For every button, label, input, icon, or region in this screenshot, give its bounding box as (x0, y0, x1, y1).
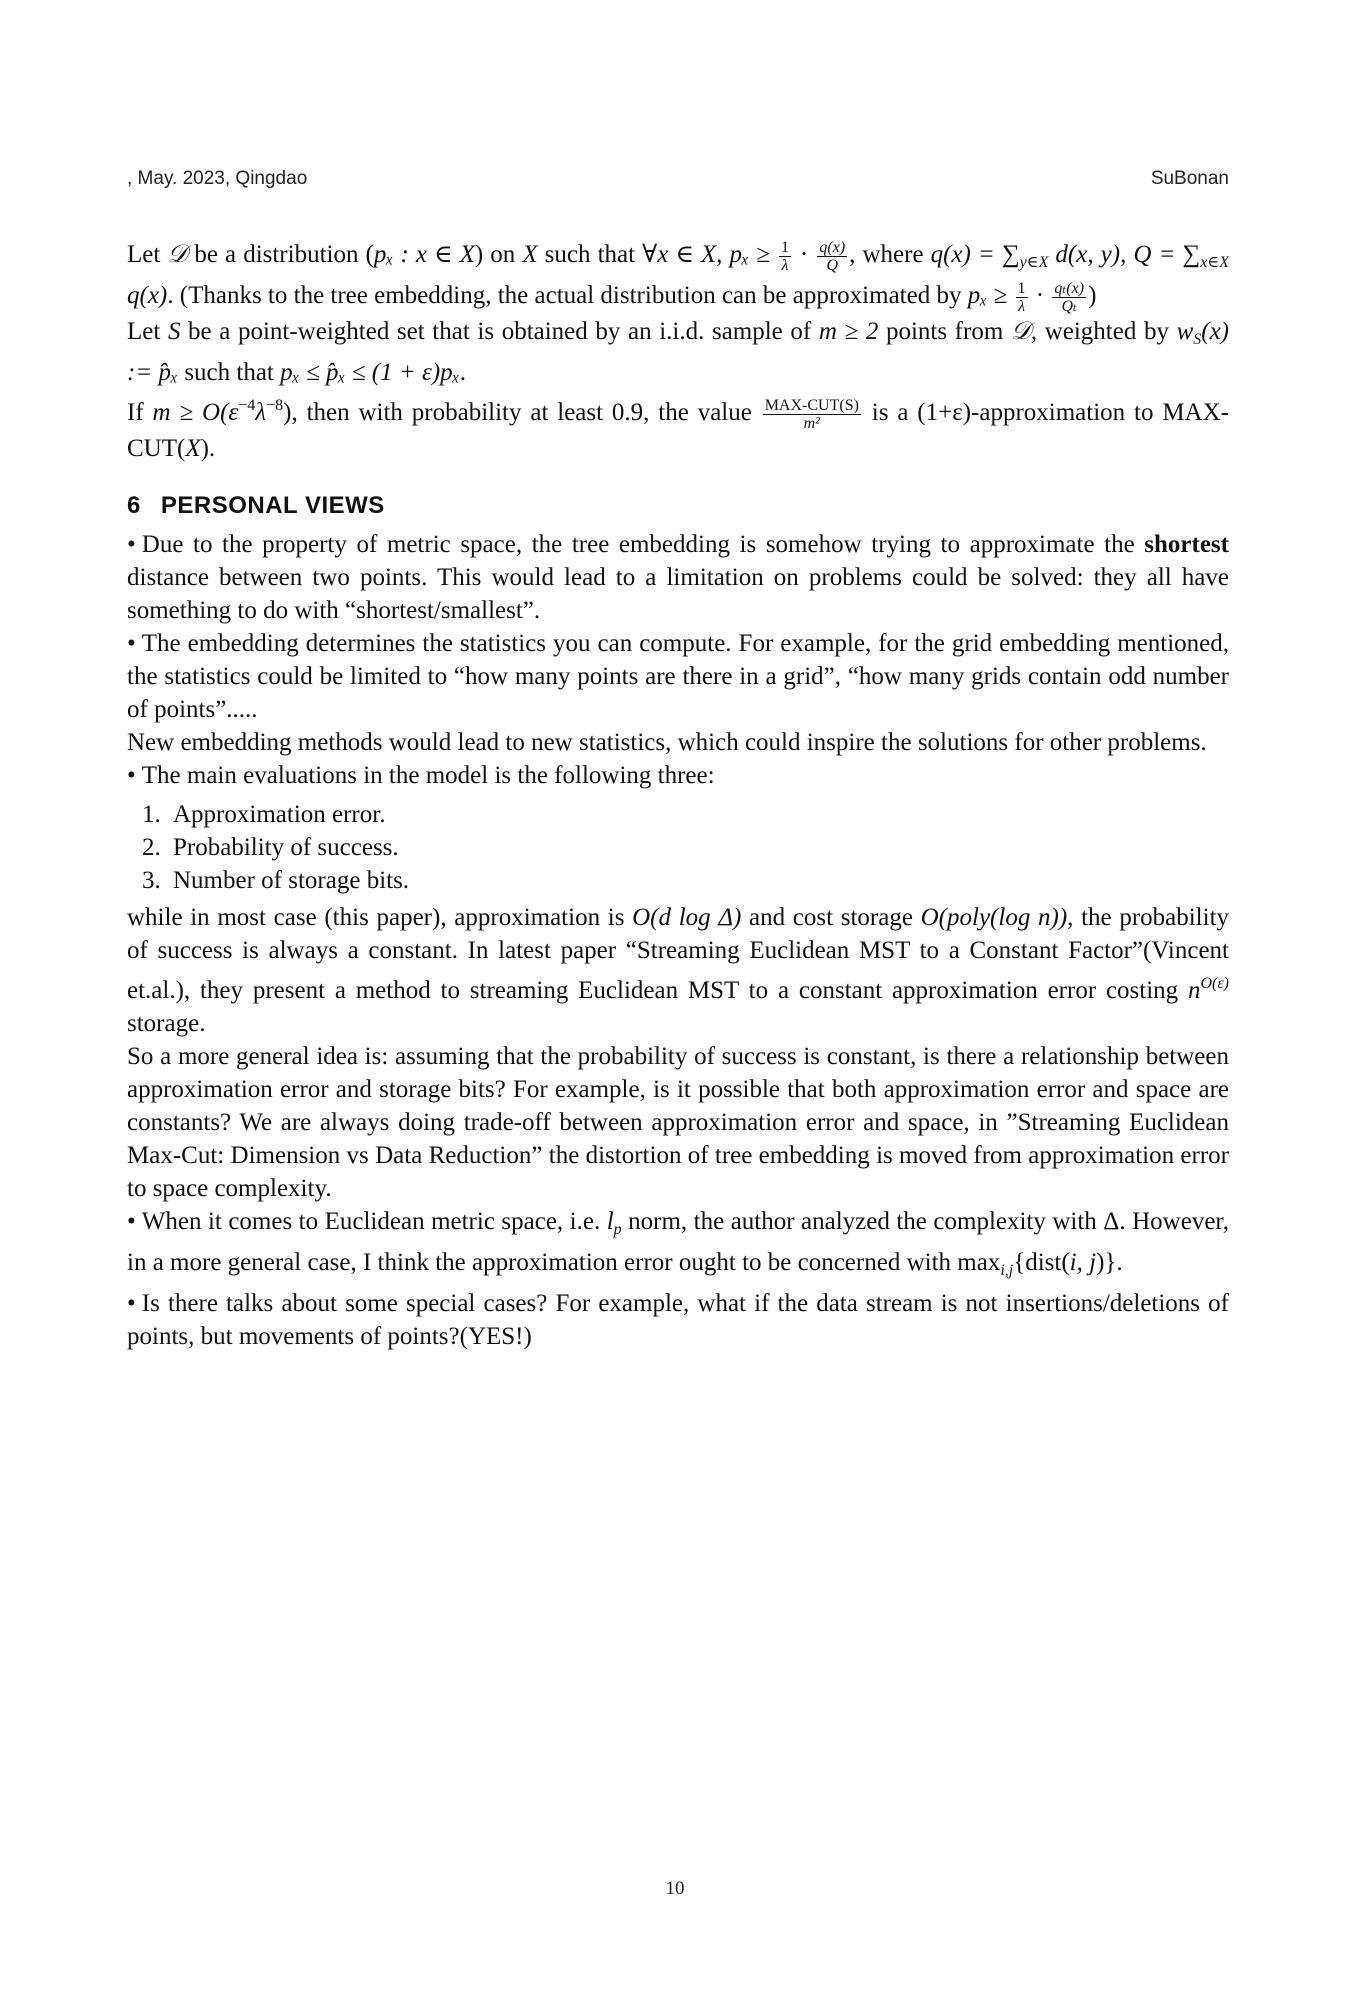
text: ). (200, 434, 216, 462)
math-sup: −4 (238, 396, 256, 414)
header-venue: , May. 2023, Qingdao (127, 168, 308, 189)
text: The embedding determines the statistics you can compute. For example, for the grid embedding mentioned, the statistics could be limited to “how many points are there in a grid”, “how many grids contain odd number of points”..... (127, 629, 1229, 723)
math-sub: y∈X (1019, 254, 1049, 271)
bullet-icon: • (127, 1207, 136, 1235)
bullet-embedding (127, 627, 1229, 726)
math-l: l (606, 1207, 614, 1235)
text: while in most case (this paper), approximation is (127, 903, 633, 931)
text: Let (127, 241, 168, 268)
math-qdef: q(x) = ∑ (930, 241, 1020, 268)
frac-den: m² (803, 414, 820, 432)
text: distance between two points. This would lead to a limitation on problems could be solved: they all have something to do with “shortest/smallest”. (127, 563, 1229, 624)
math-paren: ) (283, 398, 292, 426)
math-m: m ≥ 2 (818, 317, 879, 345)
text: storage. (127, 1009, 206, 1037)
math-sup: −8 (266, 396, 284, 414)
text: Is there talks about some special cases? For example, what if the data stream is not insertions/deletions of points, but movements of points?(YES!) (127, 1289, 1229, 1350)
fraction-qT-over-QT (1052, 280, 1086, 315)
text: norm, the author analyzed the complexity with Δ. However, in a more general case, I think the approximation error ought to be concerned with (127, 1207, 1229, 1276)
bullet-icon: • (127, 530, 136, 558)
text: The main evaluations in the model is the following three: (141, 761, 715, 789)
text: such that (178, 358, 281, 386)
paragraph-distribution (127, 238, 1229, 315)
text: , then with probability at least 0.9, the value (291, 398, 761, 426)
text: Due to the property of metric space, the tree embedding is somehow trying to approximate the (141, 530, 1145, 558)
frac-num: 1 (780, 238, 789, 256)
text: and cost storage (741, 903, 921, 931)
math-D: 𝒟 (167, 241, 188, 268)
text: be a distribution ( (187, 241, 374, 268)
math-forall: ∀x ∈ X, pₓ ≥ (642, 241, 777, 268)
frac-den: Qₜ (1061, 297, 1077, 315)
math-ineq: pₓ ≤ p̂ₓ ≤ (1 + ε)pₓ (280, 358, 460, 386)
header-author: SuBonan (1150, 168, 1229, 189)
math-approx: O(d log Δ) (632, 903, 742, 931)
math-dist: {dist( (1013, 1248, 1070, 1276)
math-max: max (957, 1248, 1001, 1276)
fraction-q-over-Q (817, 239, 847, 274)
math-m: m ≥ O(ε (152, 398, 239, 426)
fraction-maxcut-over-m2 (763, 397, 861, 432)
math-dxy: d(x, y), Q = ∑ (1048, 241, 1201, 268)
list-item: 2. Probability of success. (167, 831, 1229, 864)
text: . (459, 358, 467, 386)
paragraph-general-idea: So a more general idea is: assuming that the probability of success is constant, is there a relationship between approximation error and storage bits? For example, is it possible that both approximation error and space are constants? We are always doing trade-off between approximation error and space, in ”Streaming Euclidean Max-Cut: Dimension vs Data Reduction” the distortion of tree embedding is moved from approximation error to space complexity. (127, 1042, 1229, 1202)
frac-num: q(x) (819, 238, 846, 256)
frac-num: qₜ(x) (1054, 279, 1085, 297)
fraction-one-over-lambda-2 (1016, 280, 1028, 315)
bullet-special-cases (127, 1287, 1229, 1353)
math-n: n (1187, 976, 1201, 1004)
bullet-icon: • (127, 1289, 136, 1317)
bullet-icon: • (127, 629, 136, 657)
text: such that (537, 241, 643, 268)
text: be a point-weighted set that is obtained by an i.i.d. sample of (180, 317, 819, 345)
text: , weighted by (1030, 317, 1177, 345)
bullet-shortest (127, 528, 1229, 627)
fraction-one-over-lambda (779, 239, 791, 274)
text: ) on (474, 241, 523, 268)
frac-den: λ (781, 256, 789, 274)
text: is a (1+ε)-approximation to MAX-CUT( (127, 398, 1229, 462)
list-item: 1. Approximation error. (167, 798, 1229, 831)
math-X: X (185, 434, 201, 462)
text: , the probability of success is always a constant. In latest paper “Streaming Euclidean MST to a Constant Factor”(Vincent et.al.), they present a method to streaming Euclidean MST to a constant approximation error costing (127, 903, 1230, 1004)
math-sub: i,j (1000, 1261, 1014, 1279)
text: Let (127, 317, 168, 345)
math-sub: p (613, 1220, 622, 1238)
text: When it comes to Euclidean metric space, i.e. (141, 1207, 607, 1235)
paragraph-sample (127, 315, 1229, 389)
frac-num: 1 (1017, 279, 1026, 297)
math-px: pₓ : x ∈ X (373, 241, 475, 268)
text: ) (1088, 282, 1097, 309)
text: If (127, 398, 153, 426)
evaluation-list (127, 798, 1229, 897)
math-dot: · (1029, 282, 1051, 309)
math-X: X (522, 241, 538, 268)
section-number: 6 (127, 491, 141, 519)
paragraph-while (127, 901, 1229, 1040)
paragraph-new-embedding: New embedding methods would lead to new statistics, which could inspire the solutions for other problems. (127, 728, 1207, 756)
math-w: (x) := p̂ₓ (127, 317, 1230, 386)
list-item: 3. Number of storage bits. (167, 864, 1229, 897)
bullet-icon: • (127, 761, 136, 789)
text: . (Thanks to the tree embedding, the actual distribution can be approximated by (167, 282, 968, 309)
bold-text: shortest (1144, 530, 1229, 558)
math-qx: q(x) (127, 282, 168, 309)
running-header (127, 168, 1229, 198)
bullet-euclidean (127, 1205, 1229, 1287)
math-D: 𝒟 (1010, 317, 1031, 345)
math-sub: S (1193, 330, 1202, 348)
math-w: w (1176, 317, 1194, 345)
main-text (127, 238, 1229, 1353)
page-number: 10 (665, 1878, 685, 1899)
frac-den: λ (1018, 297, 1025, 315)
math-S: S (167, 317, 181, 345)
math-sup: O(ε) (1200, 974, 1229, 992)
text: points from (878, 317, 1011, 345)
math-sub: x∈X (1200, 254, 1229, 271)
section-title: PERSONAL VIEWS (160, 491, 385, 519)
section-heading (127, 489, 1229, 522)
bullet-evaluations (127, 759, 1229, 792)
math-dot: · (792, 241, 816, 268)
text: , where (849, 241, 931, 268)
frac-num: MAX-CUT(S) (764, 396, 859, 414)
math-px: pₓ ≥ (967, 282, 1014, 309)
math-storage: O(poly(log n)) (920, 903, 1068, 931)
text: )}. (1096, 1248, 1123, 1276)
math-ij: i, j (1069, 1248, 1097, 1276)
frac-den: Q (826, 256, 839, 274)
math-lambda: λ (255, 398, 267, 426)
paragraph-maxcut (127, 389, 1229, 465)
